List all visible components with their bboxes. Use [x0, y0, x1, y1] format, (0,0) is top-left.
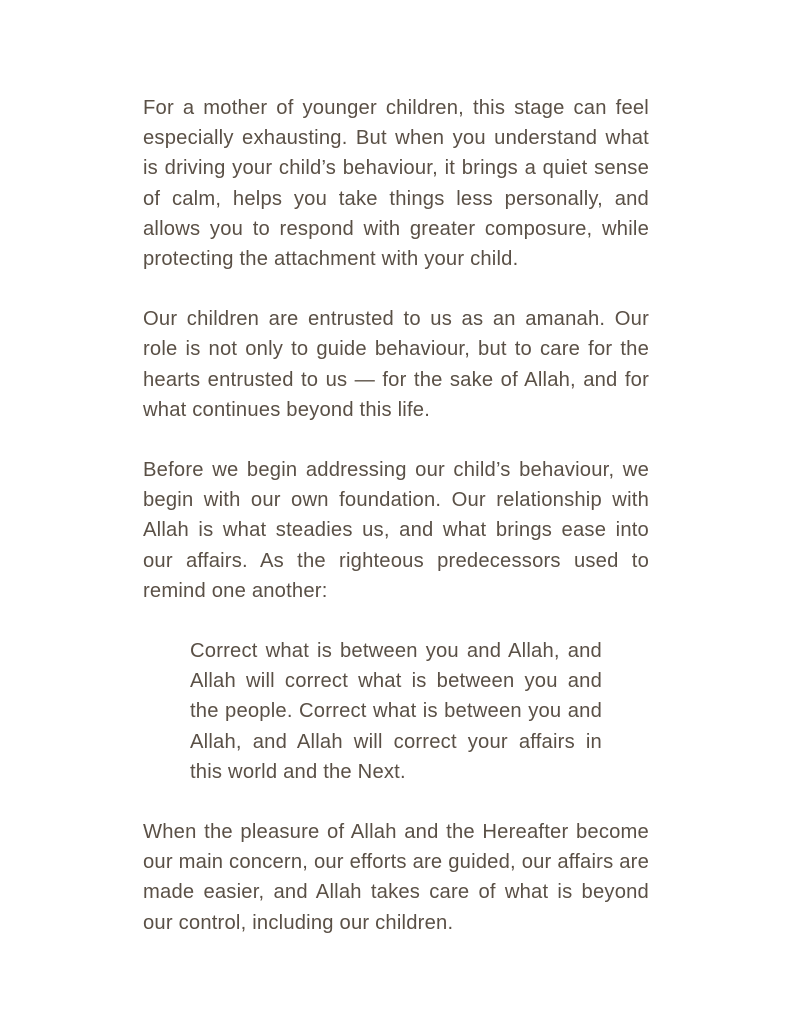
body-paragraph-1: For a mother of younger children, this stage can feel especially exhausting. But when you understand what is driving your child’s behaviour, it brings a quiet sense of calm, helps you take things less personally, and allows you to respond with greater composure, while protecting the attachment with your child. — [143, 97, 649, 271]
document-text-column — [143, 93, 649, 938]
body-paragraph-3: Before we begin addressing our child’s behaviour, we begin with our own foundation. Our relationship with Allah is what steadies us, and what brings ease into our affairs. As the righteous predecessors used to remind one another: — [143, 459, 649, 602]
body-paragraph-2: Our children are entrusted to us as an amanah. Our role is not only to guide behaviour, but to care for the hearts entrusted to us — for the sake of Allah, and for what continues beyond this life. — [143, 308, 649, 421]
body-paragraph-4: When the pleasure of Allah and the Hereafter become our main concern, our efforts are guided, our affairs are made easier, and Allah takes care of what is beyond our control, including our children. — [143, 821, 649, 934]
indented-quotation: Correct what is between you and Allah, and Allah will correct what is between you and the people. Correct what is between you and Allah, and Allah will correct your affairs in this world and the Next. — [190, 640, 602, 783]
